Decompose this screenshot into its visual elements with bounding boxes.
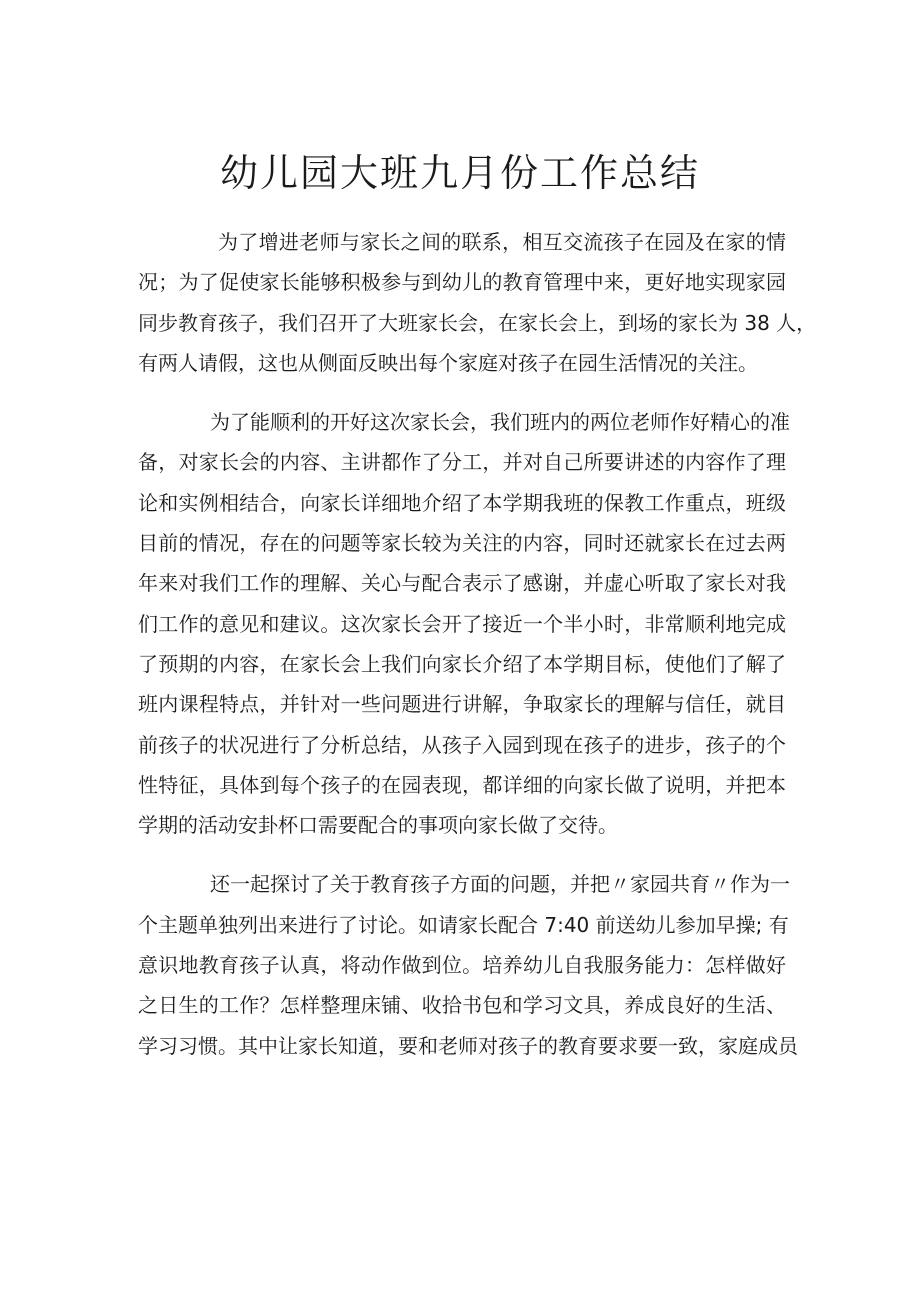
paragraph-2-line-11: 学期的活动安卦杯口需要配合的事项向家长做了交待。 — [138, 813, 618, 838]
paragraph-1-line-2: 况；为了促使家长能够积极参与到幼儿的教育管理中来，更好地实现家园 — [138, 270, 786, 295]
paragraph-2-line-3: 论和实例相结合，向家长详细地介绍了本学期我班的保教工作重点，班级 — [138, 490, 786, 515]
paragraph-3-line-2: 个主题单独列出来进行了讨论。如请家长配合 7:40 前送幼儿参加早操; 有 — [138, 912, 789, 937]
paragraph-2-line-2: 备，对家长会的内容、主讲都作了分工，并对自己所要讲述的内容作了理 — [138, 450, 786, 475]
paragraph-2-line-7: 了预期的内容，在家长会上我们向家长介绍了本学期目标，使他们了解了 — [138, 651, 786, 676]
paragraph-gap — [138, 383, 786, 402]
paragraph-3-line-3: 意识地教育孩子认真，将动作做到位。培养幼儿自我服务能力：怎样做好 — [138, 953, 786, 978]
document-body — [138, 222, 817, 1066]
paragraph-1-line-1: 为了增进老师与家长之间的联系，相互交流孩子在园及在家的情 — [218, 230, 786, 254]
paragraph-1-line-3: 同步教育孩子，我们召开了大班家长会，在家长会上，到场的家长为 38 人， — [138, 310, 817, 335]
paragraph-2-line-1: 为了能顺利的开好这次家长会，我们班内的两位老师作好精心的准 — [210, 410, 790, 435]
paragraph-3-line-1: 还一起探讨了关于教育孩子方面的问题，并把〃家园共育〃作为一 — [210, 872, 790, 897]
paragraph-1-line-4: 有两人请假，这也从侧面反映出每个家庭对孩子在园生活情况的关注。 — [138, 350, 758, 375]
paragraph-2-line-4: 目前的情况，存在的问题等家长较为关注的内容，同时还就家长在过去两 — [138, 531, 786, 556]
document-title: 幼儿园大班九月份工作总结 — [219, 151, 700, 195]
paragraph-2-line-8: 班内课程特点，并针对一些问题进行讲解，争取家长的理解与信任，就目 — [138, 692, 786, 717]
paragraph-gap — [138, 845, 786, 864]
paragraph-2-line-9: 前孩子的状况进行了分析总结，从孩子入园到现在孩子的进步，孩子的个 — [138, 732, 786, 757]
paragraph-2-line-6: 们工作的意见和建议。这次家长会开了接近一个半小时，非常顺利地完成 — [138, 611, 786, 636]
paragraph-3-line-4: 之日生的工作？怎样整理床铺、收拾书包和学习文具，养成良好的生活、 — [138, 993, 786, 1018]
paragraph-2-line-10: 性特征，具体到每个孩子的在园表现，都详细的向家长做了说明，并把本 — [138, 772, 786, 797]
paragraph-2-line-5: 年来对我们工作的理解、关心与配合表示了感谢，并虚心听取了家长对我 — [138, 571, 786, 596]
paragraph-3-line-5: 学习习惯。其中让家长知道，要和老师对孩子的教育要求要一致，家庭成员 — [138, 1033, 798, 1058]
